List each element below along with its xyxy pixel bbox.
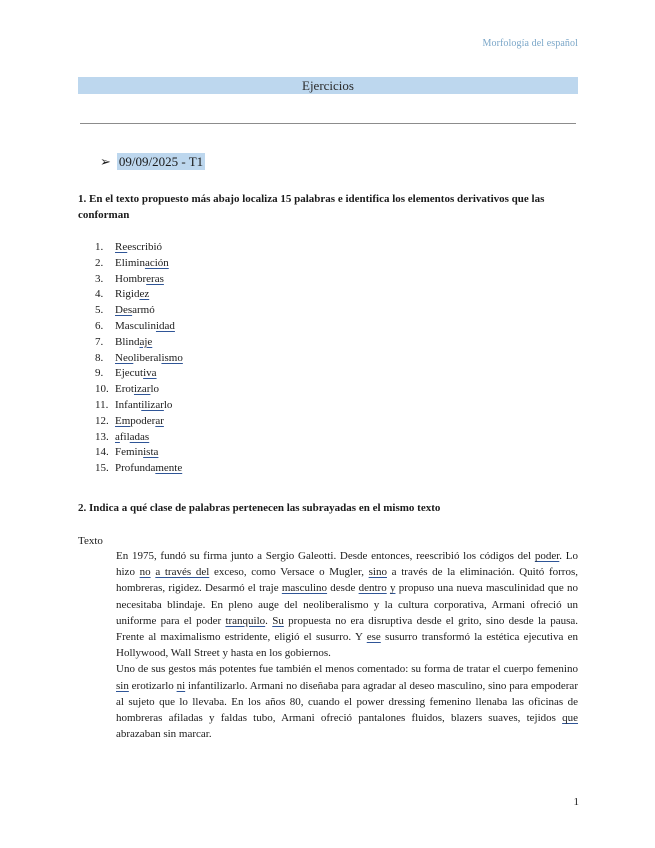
text-run: infantilizarlo. Armani no diseñaba para agradar al deseo masculino, sino para empoderar al sujeto que lo llevaba. En los años 80, cuando el power dressing femenino llenaba las oficinas de hombreras afiladas y faldas tubo, Armani ofreció pantalones fluidos, blazers suaves, tejidos [116,679,578,725]
text-run: susurro transformó la estética ejecutiva en Hollywood, Wall Street y hasta en los gobiernos. [116,631,578,660]
morpheme: Ejecut [115,367,144,380]
word-list-item [78,272,183,288]
word-list-word [115,319,175,335]
morpheme-underlined: mente [155,462,183,475]
text-run: propuesta no era disruptiva desde el grito, sino desde la pausa. Frente al maximalismo estridente, eligió el susurro. Y [116,614,579,644]
morpheme: Profunda [115,462,156,475]
session-date-line [100,152,205,173]
word-list-number: 11. [95,398,109,411]
word-list-number: 1. [95,241,104,253]
morpheme-underlined: aje [139,335,153,348]
underlined-word: a través del [155,566,210,579]
text-run: abrazaban sin marcar. [116,728,212,741]
word-list-item [78,256,183,272]
word-list-number: 2. [95,256,104,269]
word-list-number: 10. [95,383,109,396]
word-list-number: 3. [95,272,104,285]
morpheme-underlined: ilizar [141,398,164,411]
underlined-word: no [139,566,151,579]
underlined-word: sin [116,679,129,692]
morpheme-underlined: Neo [115,351,134,364]
source-text [116,548,578,742]
word-list-item [78,366,183,382]
morpheme: lo [163,398,173,411]
text-paragraph [116,548,578,661]
morpheme: Femin [115,446,144,459]
word-list-word [115,272,164,288]
word-list-item [78,287,183,303]
morpheme: liberal [133,351,162,364]
word-list-number: 12. [95,414,109,427]
underlined-word: tranquilo [225,614,266,627]
text-run: . Lo hizo [116,550,578,579]
word-list-word [115,414,164,430]
arrow-bullet-icon: ➢ [100,155,111,170]
morpheme: escribió [127,241,163,253]
morpheme-underlined: eras [146,272,164,285]
word-list-word [115,445,158,461]
morpheme-underlined: izar [133,383,151,396]
word-list-number: 14. [95,446,109,459]
morpheme: Hombr [115,272,147,285]
morpheme-underlined: Em [115,414,131,427]
morpheme-underlined: ar [155,414,164,427]
word-list-number: 8. [95,351,104,364]
word-list-item [78,319,183,335]
morpheme: Infant [115,398,142,411]
word-list-item [78,335,183,351]
texto-label: Texto [78,535,103,547]
morpheme: lo [150,383,159,396]
word-list-word [115,303,155,319]
word-list-word [115,366,157,382]
morpheme: Elimin [115,256,145,269]
page-number: 1 [573,796,579,808]
word-list-number: 13. [95,430,109,443]
text-run: erotizarlo [128,679,177,692]
word-list-word [115,256,169,272]
word-list-item [78,351,183,367]
word-list [78,240,183,477]
word-list-item [78,240,183,256]
morpheme-underlined: Des [115,304,133,317]
morpheme-underlined: ismo [161,351,183,364]
word-list-item [78,445,183,461]
underlined-word: Su [272,614,284,627]
underlined-word: masculino [281,582,328,595]
text-run: Uno de sus gestos más potentes fue también el menos comentado: su forma de tratar el cuerpo femenino [116,663,578,676]
word-list-word [115,335,152,351]
word-list-word [115,461,182,477]
underlined-word: ni [176,679,186,692]
text-run: exceso, como Versace o Mugler, [209,566,369,579]
word-list-number: 7. [95,335,104,348]
word-list-item [78,461,183,477]
underlined-word: sino [368,566,387,579]
morpheme-underlined: ista [143,446,159,459]
question-2: 2. Indica a qué clase de palabras pertenecen las subrayadas en el mismo texto [78,502,441,514]
text-run: . [265,614,273,627]
morpheme: armó [132,304,155,317]
word-list-item [78,398,183,414]
morpheme: Erot [115,383,134,396]
underlined-word: poder [534,550,560,562]
morpheme-underlined: adas [129,430,150,443]
word-list-number: 15. [95,462,109,475]
underlined-word: y [389,582,396,595]
morpheme-underlined: a [115,430,120,443]
morpheme: fil [119,430,130,443]
word-list-word [115,430,149,446]
morpheme: poder [130,414,156,427]
word-list-word [115,240,162,256]
word-list-item [78,414,183,430]
morpheme: Masculin [115,319,156,332]
morpheme-underlined: Re [115,241,128,253]
horizontal-rule [80,123,576,124]
morpheme: Blind [115,335,140,348]
morpheme-underlined: ación [144,256,169,269]
word-list-item [78,430,183,446]
text-run: desde [327,582,359,595]
morpheme-underlined: ez [139,288,150,301]
word-list-word [115,287,149,303]
running-header: Morfología del español [482,38,578,49]
text-run: En 1975, fundó su firma junto a Sergio Galeotti. Desde entonces, reescribió los códigos del [116,550,535,562]
text-run: propuso una nueva masculinidad que no necesitaba blindaje. En pleno auge del neoliberalismo y la cultura corporativa, Armani ofreció un uniforme para el poder [116,582,579,627]
word-list-word [115,382,159,398]
morpheme: Rigid [115,288,140,301]
word-list-number: 5. [95,304,104,317]
morpheme-underlined: iva [143,367,157,380]
text-paragraph [116,661,578,742]
session-date: 09/09/2025 - T1 [118,154,204,169]
word-list-word [115,351,183,367]
text-run: a través de la eliminación. Quitó forros, hombreras, rigidez. Desarmó el traje [116,566,578,595]
section-title: Ejercicios [78,77,578,94]
question-1: 1. En el texto propuesto más abajo localiza 15 palabras e identifica los elementos derivativos que las conforman [78,193,545,221]
underlined-word: dentro [358,582,387,595]
underlined-word: ese [366,631,381,644]
morpheme-underlined: idad [155,319,175,332]
word-list-item [78,303,183,319]
underlined-word: que [562,712,578,725]
word-list-number: 9. [95,367,104,380]
word-list-item [78,382,183,398]
word-list-number: 4. [95,288,104,301]
word-list-word [115,398,172,414]
word-list-number: 6. [95,319,104,332]
